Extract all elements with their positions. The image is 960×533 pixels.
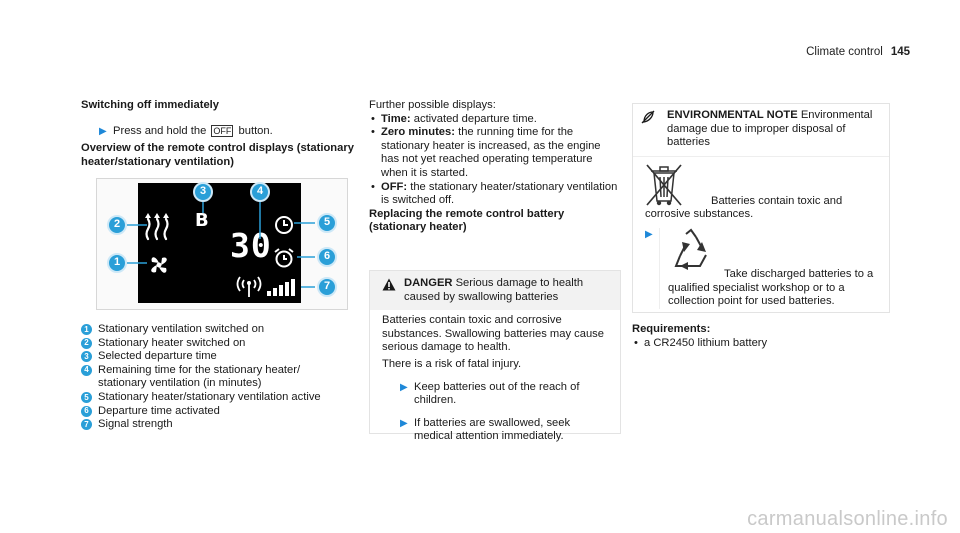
- callout-7: 7: [317, 277, 337, 297]
- danger-step: ▶ If batteries are swallowed, seek medical attention immediately.: [400, 416, 571, 443]
- environmental-note-box: [632, 103, 890, 313]
- env-battery-row: [645, 161, 881, 222]
- danger-paragraph: Batteries contain toxic and corrosive substances. Swallowing batteries may cause serious damage to health.: [382, 314, 604, 354]
- list-item: • Time: activated departure time.: [369, 113, 621, 127]
- danger-header: [370, 271, 620, 310]
- list-item: • Zero minutes: the running time for the stationary heater is increased, as the engine has not yet reached operating temperature when it is started.: [369, 126, 621, 180]
- legend-item: 2 Stationary heater switched on: [81, 337, 356, 351]
- legend-item: 7 Signal strength: [81, 418, 356, 432]
- warning-triangle-icon: [382, 278, 396, 291]
- env-step-text: Take discharged batteries to a qualified specialist workshop or to a collection point for used batteries.: [668, 267, 874, 308]
- env-step: [645, 228, 881, 309]
- danger-paragraph: There is a risk of fatal injury.: [382, 357, 522, 370]
- off-key-icon: OFF: [213, 125, 232, 136]
- list-item: • OFF: the stationary heater/stationary ventilation is switched off.: [369, 181, 621, 208]
- env-text: Batteries contain toxic and corrosive substances.: [645, 194, 843, 221]
- recycling-icon: [670, 228, 712, 270]
- displays-list: [369, 113, 621, 208]
- departure-time-letter: B: [195, 210, 209, 231]
- callout-1: 1: [107, 253, 127, 273]
- list-item: • a CR2450 lithium battery: [632, 337, 890, 351]
- arrow-icon: ▶: [400, 381, 408, 393]
- env-header: [633, 104, 889, 157]
- danger-title: DANGER Serious damage to health caused by swallowing batteries: [404, 277, 584, 303]
- legend-item: 3 Selected departure time: [81, 350, 356, 364]
- callout-lines: [97, 179, 349, 311]
- column-2: [369, 99, 621, 235]
- page-number: 145: [890, 46, 910, 58]
- callout-5: 5: [317, 213, 337, 233]
- callout-6: 6: [317, 247, 337, 267]
- legend-item: 6 Departure time activated: [81, 405, 356, 419]
- remote-display-diagram: [96, 178, 348, 310]
- heading-replacing-battery: Replacing the remote control battery (stationary heater): [369, 207, 565, 234]
- watermark: carmanualsonline.info: [747, 508, 948, 531]
- callout-3: 3: [193, 182, 213, 202]
- danger-warning-box: [369, 270, 621, 443]
- arrow-icon: ▶: [400, 417, 408, 429]
- legend-item: 1 Stationary ventilation switched on: [81, 323, 356, 337]
- arrow-icon: ▶: [645, 228, 653, 240]
- callout-4: 4: [250, 182, 270, 202]
- danger-body: [370, 310, 620, 444]
- requirements-section: [632, 323, 890, 350]
- page-header: [740, 46, 910, 60]
- legend-item: 4 Remaining time for the stationary heater/ stationary ventilation (in minutes): [81, 364, 356, 391]
- requirements-list: [632, 337, 890, 351]
- diagram-legend: [81, 323, 356, 432]
- step-press-off: [99, 125, 356, 139]
- env-body: [633, 157, 889, 309]
- heading-overview: Overview of the remote control displays (stationary heater/stationary ventilation): [81, 142, 354, 168]
- further-displays-intro: Further possible displays:: [369, 99, 496, 111]
- legend-item: 5 Stationary heater/stationary ventilation active: [81, 391, 356, 405]
- column-1: [81, 99, 356, 169]
- step-text: Press and hold the OFF button.: [113, 124, 273, 137]
- remaining-time-digits: 30: [230, 226, 272, 265]
- danger-step: ▶ Keep batteries out of the reach of children.: [400, 380, 580, 407]
- crossed-bin-icon: [645, 161, 683, 209]
- env-title: ENVIRONMENTAL NOTE Environmental damage due to improper disposal of batteries: [667, 109, 873, 149]
- section-title: Climate control: [806, 46, 883, 58]
- callout-2: 2: [107, 215, 127, 235]
- environment-icon: [641, 110, 655, 124]
- heading-requirements: Requirements:: [632, 323, 711, 335]
- arrow-icon: ▶: [99, 125, 107, 137]
- heading-switching-off: Switching off immediately: [81, 99, 219, 111]
